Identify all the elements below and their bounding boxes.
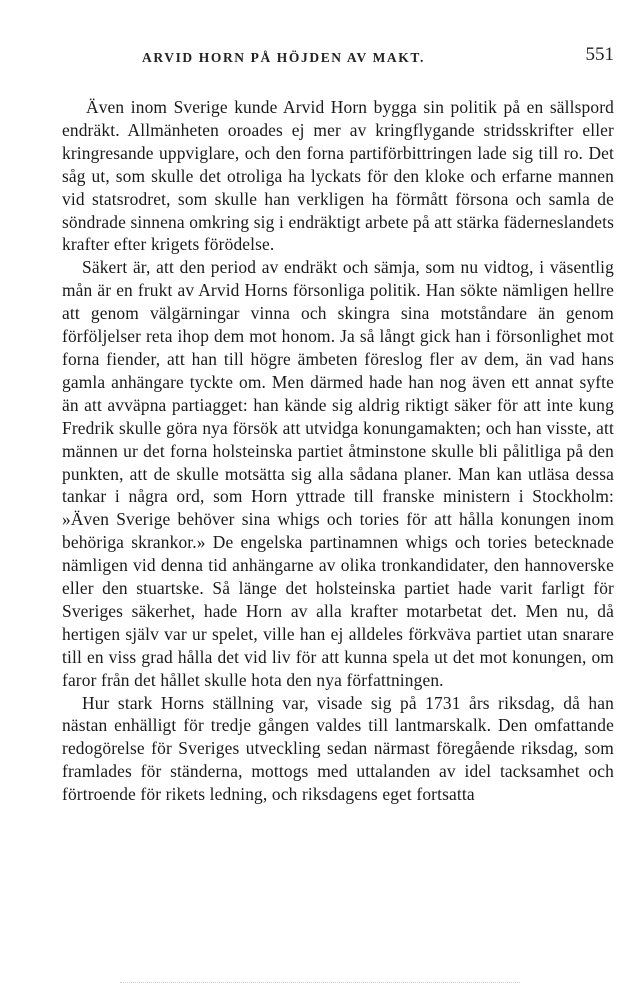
body-text xyxy=(62,96,614,806)
page-number: 551 xyxy=(585,44,614,65)
paragraph: Hur stark Horns ställning var, visade sig på 1731 års riksdag, då han nästan enhälligt för tredje gången valdes till lantmarskalk. Den omfattande redogörelse för Sveriges utveckling sedan närmast föregående riksdag, som framlades för ständerna, mottogs med uttalanden av idel tacksamhet och förtroende för rikets ledning, och riksdagens eget fortsatta xyxy=(62,692,614,805)
paragraph: Även inom Sverige kunde Arvid Horn bygga sin politik på en sällspord endräkt. Allmänheten oroades ej mer av kringflygande stridsskrifter eller kringresande uppviglare, och den forna partiförbittringen lade sig till ro. Det såg ut, som skulle det otroliga ha lyckats för den kloke och erfarne mannen vid statsrodret, som skulle han verkligen ha förmått försona och samla de söndrade sinnena omkring sig i endräktigt arbete på att stärka fäderneslandets krafter efter krigets förödelse. xyxy=(62,97,614,255)
running-title: ARVID HORN PÅ HÖJDEN AV MAKT. xyxy=(142,50,425,65)
paragraph: Säkert är, att den period av endräkt och sämja, som nu vidtog, i väsentlig mån är en frukt av Arvid Horns försonliga politik. Han sökte nämligen hellre att genom välgärningar vinna och skingra sina motståndare än genom förföljelser reta ihop dem mot honom. Ja så långt gick han i försonlighet mot forna fiender, att han till högre ämbeten föreslog fler av dem, än vad hans gamla anhängare tyckte om. Men därmed hade han nog även ett annat syfte än att avväpna partiagget: han kände sig aldrig riktigt säker för att inte kung Fredrik skulle göra nya försök att utvidga konungamakten; och han visste, att männen ur det forna holsteinska partiet åtminstone skulle bli pålitliga på den punkten, att de skulle motsätta sig alla sådana planer. Man kan utläsa dessa tankar i några ord, som Horn yttrade till franske ministern i Stockholm: »Även Sverige behöver sina whigs och tories för att hålla konungen inom behöriga skrankor.» De engelska partinamnen whigs och tories betecknade nämligen vid denna tid anhängarne av olika tronkandidater, den hannoverske eller den stuartske. Så länge det holsteinska partiet hade varit farligt för Sveriges säkerhet, hade Horn av alla krafter motarbetat det. Men nu, då hertigen själv var ur spelet, ville han ej alldeles förkväva partiet utan snarare till en viss grad hålla det vid liv för att kunna spela ut det mot konungen, om faror från det hållet skulle hota den nya författningen. xyxy=(62,257,614,690)
running-head xyxy=(62,40,614,76)
scan-edge-divider xyxy=(120,982,520,984)
book-page xyxy=(62,40,614,806)
